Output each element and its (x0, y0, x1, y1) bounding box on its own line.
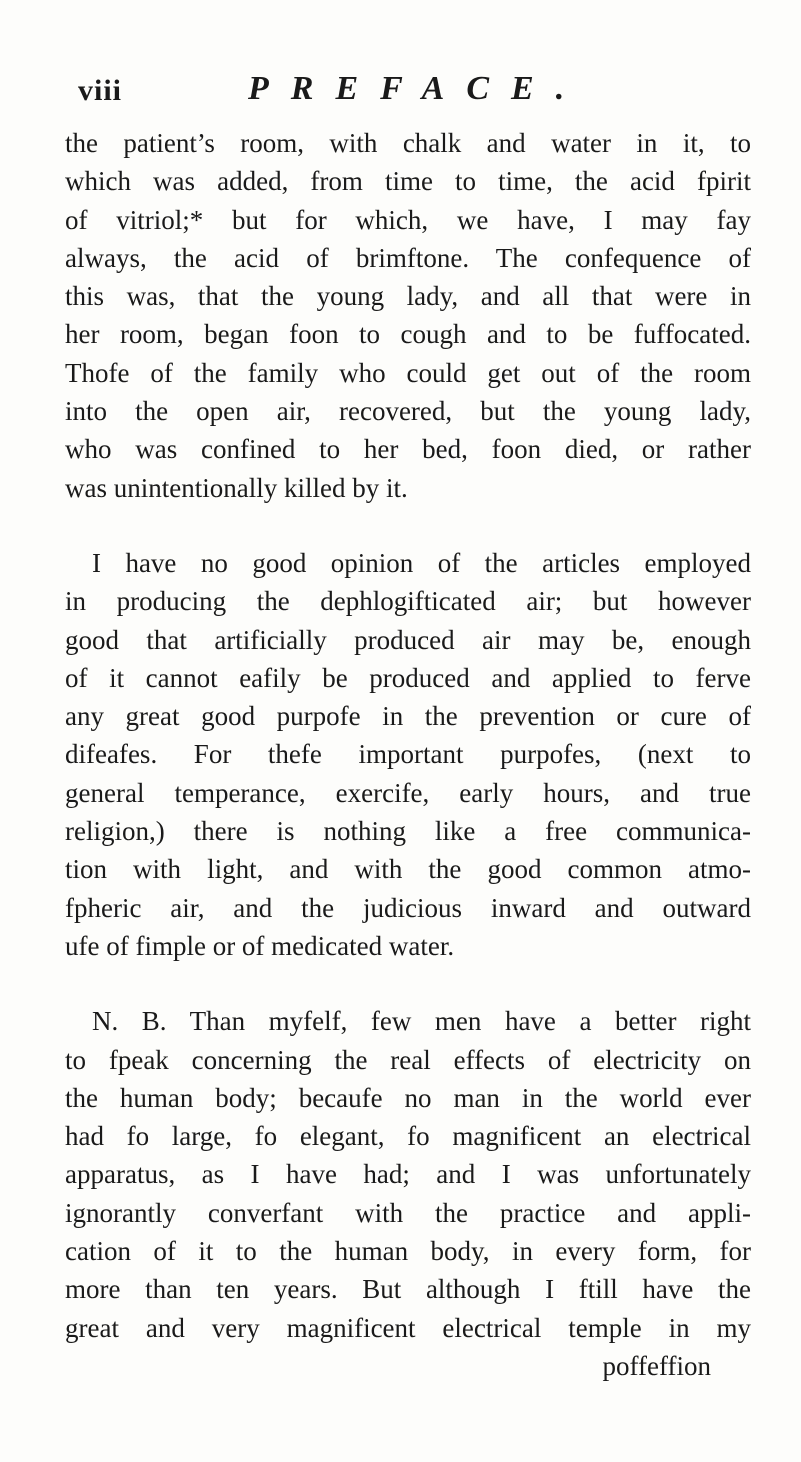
text-line: apparatus, as I have had; and I was unfortunately (65, 1159, 751, 1190)
text-line: who was confined to her bed, foon died, or rather (65, 434, 751, 465)
text-line: fpheric air, and the judicious inward and outward (65, 892, 751, 923)
paragraph (65, 124, 751, 507)
paragraph (65, 544, 751, 965)
text-line: I have no good opinion of the articles employed (92, 547, 751, 578)
text-line: good that artificially produced air may be, enough (65, 624, 751, 655)
text-line: which was added, from time to time, the acid fpirit (65, 166, 751, 197)
text-line: of vitriol;* but for which, we have, I may fay (65, 204, 751, 235)
text-line: had fo large, fo elegant, fo magnificent an electrical (65, 1121, 751, 1152)
text-line: of it cannot eafily be produced and applied to ferve (65, 662, 751, 693)
running-head: PREFACE. (248, 70, 587, 107)
text-line: ufe of fimple or of medicated water. (65, 930, 455, 961)
page-number: viii (78, 74, 123, 107)
text-line: in producing the dephlogifticated air; but however (65, 586, 751, 617)
page-header (78, 70, 738, 110)
text-line: Thofe of the family who could get out of the room (65, 357, 751, 388)
text-line: into the open air, recovered, but the young lady, (65, 396, 751, 427)
text-line: the patient’s room, with chalk and water in it, to (65, 128, 751, 158)
catchword: poffeffion (602, 1350, 711, 1381)
paragraph (65, 1002, 751, 1385)
text-line: ignorantly converfant with the practice and appli- (65, 1197, 751, 1228)
text-line: was unintentionally killed by it. (65, 472, 408, 503)
text-line: tion with light, and with the good common atmo- (65, 854, 751, 885)
text-line: more than ten years. But although I ftill have the (65, 1274, 751, 1305)
text-line: the human body; becaufe no man in the world ever (65, 1082, 751, 1113)
text-line: to fpeak concerning the real effects of electricity on (65, 1044, 751, 1075)
text-line: great and very magnificent electrical temple in my (65, 1312, 751, 1343)
text-line: always, the acid of brimftone. The confequence of (65, 242, 751, 273)
text-line: her room, began foon to cough and to be fuffocated. (65, 319, 751, 350)
text-line: difeafes. For thefe important purpofes, (next to (65, 739, 751, 770)
text-line: religion,) there is nothing like a free communica- (65, 816, 751, 847)
text-line: this was, that the young lady, and all that were in (65, 281, 751, 312)
text-line: cation of it to the human body, in every form, for (65, 1236, 751, 1267)
text-line: any great good purpofe in the prevention or cure of (65, 701, 751, 732)
text-line: general temperance, exercife, early hours, and true (65, 777, 751, 808)
body-text (65, 124, 751, 1385)
text-line: N. B. Than myfelf, few men have a better right (92, 1006, 751, 1037)
